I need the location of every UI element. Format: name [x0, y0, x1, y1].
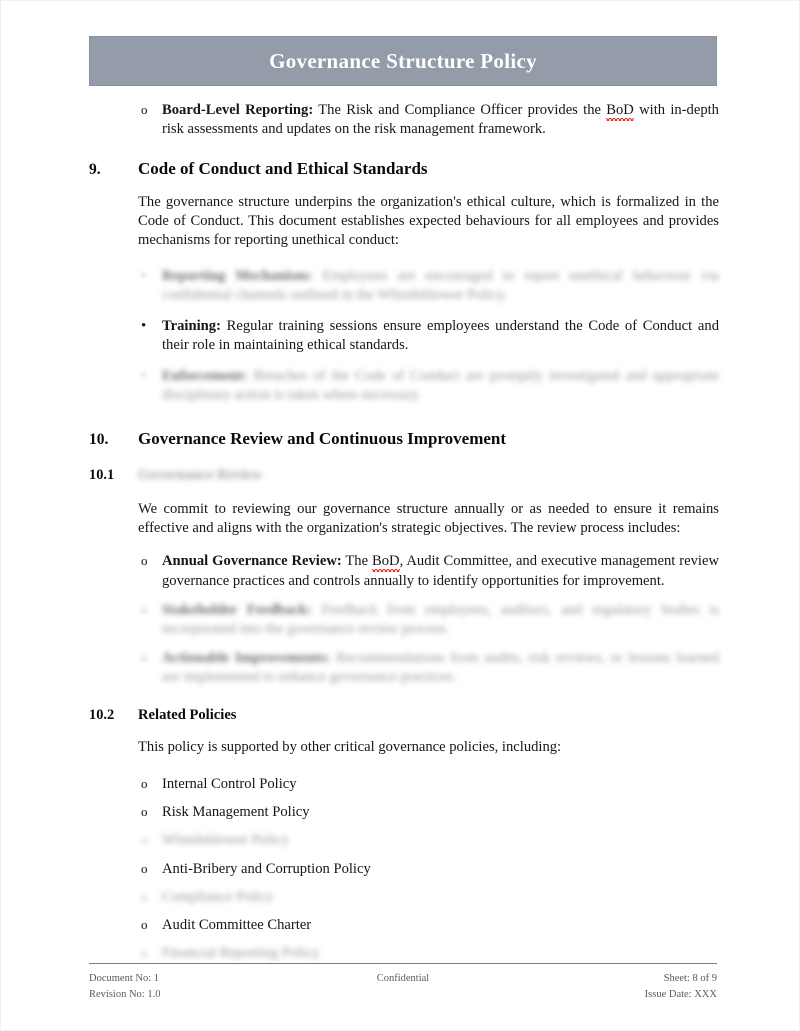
circle-bullet-icon: o [141, 553, 148, 569]
subsection-10-1-bullet-list [138, 552, 719, 687]
list-item [138, 101, 719, 139]
list-item-label: Training: [162, 317, 221, 334]
list-item-text: Regular training sessions ensure employees understand the Code of Conduct and their role in maintaining ethical standards. [162, 317, 719, 353]
list-item [138, 601, 719, 639]
circle-bullet-icon: o [141, 916, 148, 932]
disc-bullet-icon: • [141, 317, 147, 334]
list-item-label: Annual Governance Review: [162, 553, 342, 570]
list-item-text: Recommendations from audits, risk reviews, or lessons learned are implemented to enhance governance practices. [162, 649, 719, 685]
subsection-heading-10-2 [89, 707, 719, 724]
section-number: 10. [89, 431, 109, 449]
policy-name: Financial Reporting Policy [162, 944, 320, 961]
list-item [138, 267, 719, 305]
list-item-text-after: , Audit Committee, and executive management review governance practices and controls annually to identify opportunities for improvement. [162, 553, 719, 589]
circle-bullet-icon: o [141, 860, 148, 876]
circle-bullet-icon: o [141, 944, 148, 960]
list-item-text-before: The Risk and Compliance Officer provides the [313, 102, 607, 118]
spellcheck-misspelled-word: BoD [606, 102, 634, 118]
footer-issue-date: Issue Date: XXX [644, 988, 717, 1000]
footer-confidential-label: Confidential [376, 973, 430, 984]
circle-bullet-icon: o [141, 888, 148, 904]
list-item-text: Breaches of the Code of Conduct are promptly investigated and appropriate disciplinary action is taken where necessary. [162, 367, 719, 404]
list-item [138, 916, 719, 935]
section-heading-10 [89, 429, 719, 449]
policy-name: Risk Management Policy [162, 804, 310, 821]
footer-sheet-number: Sheet: 8 of 9 [663, 973, 717, 984]
list-item-text: Employees are encouraged to report unethical behaviour via confidential channels outlined in the Whistleblower Policy. [162, 267, 719, 303]
document-body [89, 101, 719, 963]
subsection-title: Governance Review [138, 467, 263, 484]
disc-bullet-icon: • [141, 267, 147, 284]
circle-bullet-icon: o [141, 832, 148, 848]
redacted-content [162, 368, 719, 403]
spellcheck-misspelled-word: BoD [372, 553, 400, 570]
subsection-title: Related Policies [138, 707, 237, 724]
redacted-content [162, 650, 719, 685]
footer-document-no: Document No: 1 [89, 973, 159, 984]
circle-bullet-icon: o [141, 601, 148, 617]
list-item-label: Actionable Improvements: [162, 649, 331, 666]
section-title: Governance Review and Continuous Improvement [138, 429, 507, 449]
footer-revision-no: Revision No: 1.0 [89, 988, 161, 1000]
section9-intro-paragraph: The governance structure underpins the organization's ethical culture, which is formalized in the Code of Conduct. This document establishes expected behaviours for all employees and provides mechanisms for reporting unethical conduct: [138, 194, 719, 249]
subsection-number: 10.1 [89, 467, 115, 484]
page-footer [89, 963, 717, 1002]
list-item-text-before: The [341, 553, 373, 570]
list-item-label: Stakeholder Feedback: [162, 601, 312, 618]
circle-bullet-icon: o [141, 102, 148, 117]
subsection-10-1-intro: We commit to reviewing our governance structure annually or as needed to ensure it remains effective and aligns with the organization's strategic objectives. The review process includes: [138, 501, 719, 537]
section-number: 9. [89, 161, 101, 179]
policy-name: Audit Committee Charter [162, 916, 312, 933]
list-item [138, 944, 719, 963]
list-item-label: Enforcement: [162, 367, 248, 384]
policy-name: Internal Control Policy [162, 776, 297, 793]
list-item [138, 803, 719, 822]
list-item-text-after: with in-depth risk assessments and updates on the risk management framework. [162, 102, 719, 138]
circle-bullet-icon: o [141, 776, 148, 792]
page-title: Governance Structure Policy [269, 48, 537, 73]
section-title: Code of Conduct and Ethical Standards [138, 159, 428, 179]
list-item [138, 367, 719, 405]
list-item-label: Reporting Mechanism: [162, 267, 313, 284]
circle-bullet-icon: o [141, 804, 148, 820]
policy-name: Compliance Policy [162, 888, 274, 905]
redacted-content [162, 602, 719, 637]
list-item [138, 860, 719, 879]
page-header-banner [89, 36, 717, 86]
list-item [138, 649, 719, 687]
circle-bullet-icon: o [141, 649, 148, 665]
footer-row-top [89, 971, 717, 987]
list-item [138, 552, 719, 590]
subsection-10-2-intro: This policy is supported by other critical governance policies, including: [138, 739, 562, 756]
list-item [138, 888, 719, 907]
subsection-heading-10-1 [89, 467, 719, 484]
section-heading-9 [89, 159, 719, 179]
list-item [138, 775, 719, 794]
list-item [138, 317, 719, 355]
redacted-content [162, 268, 719, 303]
policy-name: Anti-Bribery and Corruption Policy [162, 860, 371, 877]
section9-bullet-list [138, 267, 719, 406]
footer-row-bottom [89, 987, 717, 1003]
policy-name: Whistleblower Policy [162, 832, 289, 849]
related-policies-list [138, 775, 719, 963]
list-item [138, 831, 719, 850]
continuation-bullet-list [138, 101, 719, 139]
list-item-text: Feedback from employees, auditors, and regulatory bodies is incorporated into the governance review process. [162, 601, 719, 637]
disc-bullet-icon: • [141, 367, 147, 384]
list-item-label: Board-Level Reporting: [162, 102, 314, 118]
subsection-number: 10.2 [89, 707, 115, 724]
